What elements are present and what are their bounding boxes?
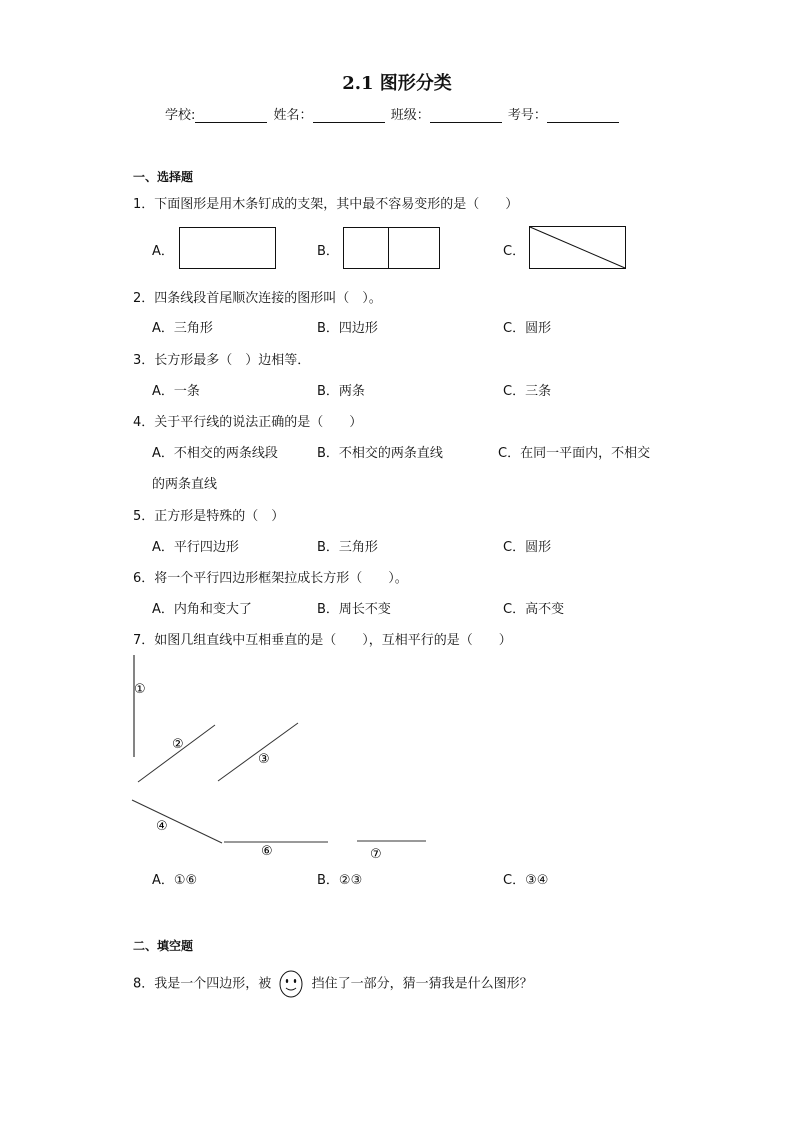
number-blank[interactable] <box>547 108 619 123</box>
q2-option-c: C．圆形 <box>503 321 552 336</box>
q5-option-a: A．平行四边形 <box>152 540 239 555</box>
question-1-stem: 1．下面图形是用木条钉成的支架，其中最不容易变形的是（ ） <box>133 197 519 212</box>
q5-option-b: B．三角形 <box>317 540 378 555</box>
q3-option-c: C．三条 <box>503 384 552 399</box>
label-1: ① <box>134 682 146 697</box>
q8-stem-before: 8．我是一个四边形，被 <box>133 976 272 992</box>
number-label: 考号： <box>507 108 547 123</box>
q4-option-a: A．不相交的两条线段 <box>152 446 278 461</box>
q3-option-a: A．一条 <box>152 384 200 399</box>
q4-option-b: B．不相交的两条直线 <box>317 446 443 461</box>
student-info-line <box>165 104 621 123</box>
question-2-stem: 2．四条线段首尾顺次连接的图形叫（ ）。 <box>133 291 382 306</box>
q6-option-c: C．高不变 <box>503 602 565 617</box>
q1-middle-bar <box>388 228 389 268</box>
section-heading-choice: 一、选择题 <box>133 170 194 184</box>
line-2 <box>138 725 215 782</box>
label-7: ⑦ <box>370 847 382 862</box>
class-blank[interactable] <box>430 108 502 123</box>
line-4 <box>132 800 222 843</box>
page-title: 2.1 图形分类 <box>342 73 452 94</box>
label-2: ② <box>172 737 184 752</box>
q2-option-b: B．四边形 <box>317 321 378 336</box>
q7-option-b: B．②③ <box>317 873 363 888</box>
q3-option-b: B．两条 <box>317 384 365 399</box>
q1-option-c: C． <box>503 244 526 259</box>
class-label: 班级： <box>390 108 430 123</box>
label-6: ⑥ <box>261 844 273 859</box>
question-4-stem: 4．关于平行线的说法正确的是（ ） <box>133 415 363 430</box>
question-7-stem: 7．如图几组直线中互相垂直的是（ ），互相平行的是（ ） <box>133 633 512 648</box>
q6-option-a: A．内角和变大了 <box>152 602 252 617</box>
question-8-stem <box>133 969 533 999</box>
section-heading-fill: 二、填空题 <box>133 939 194 953</box>
question-6-stem: 6．将一个平行四边形框架拉成长方形（ ）。 <box>133 571 408 586</box>
q1-option-a: A． <box>152 244 174 259</box>
q1-rectangle-with-diagonal-figure <box>529 226 627 270</box>
name-blank[interactable] <box>313 108 385 123</box>
q2-option-a: A．三角形 <box>152 321 213 336</box>
name-label: 姓名： <box>273 108 313 123</box>
q7-lines-figure <box>120 650 450 870</box>
q1-rectangle-frame-figure <box>179 227 276 269</box>
q1-option-b: B． <box>317 244 339 259</box>
q7-option-a: A．①⑥ <box>152 873 198 888</box>
q4-option-c: C．在同一平面内，不相交 <box>498 446 651 461</box>
q5-option-c: C．圆形 <box>503 540 552 555</box>
label-3: ③ <box>258 752 270 767</box>
smiley-face-icon <box>278 969 304 999</box>
question-3-stem: 3．长方形最多（ ）边相等． <box>133 353 311 368</box>
school-label: 学校: <box>165 108 196 123</box>
school-blank[interactable] <box>195 108 267 123</box>
q1-rectangle-with-middle-bar-figure <box>343 227 440 269</box>
q7-option-c: C．③④ <box>503 873 549 888</box>
q4-option-c-continuation: 的两条直线 <box>152 477 218 492</box>
question-5-stem: 5．正方形是特殊的（ ） <box>133 509 285 524</box>
label-4: ④ <box>156 819 168 834</box>
q8-stem-after: 挡住了一部分，猜一猜我是什么图形？ <box>311 976 533 992</box>
q6-option-b: B．周长不变 <box>317 602 391 617</box>
